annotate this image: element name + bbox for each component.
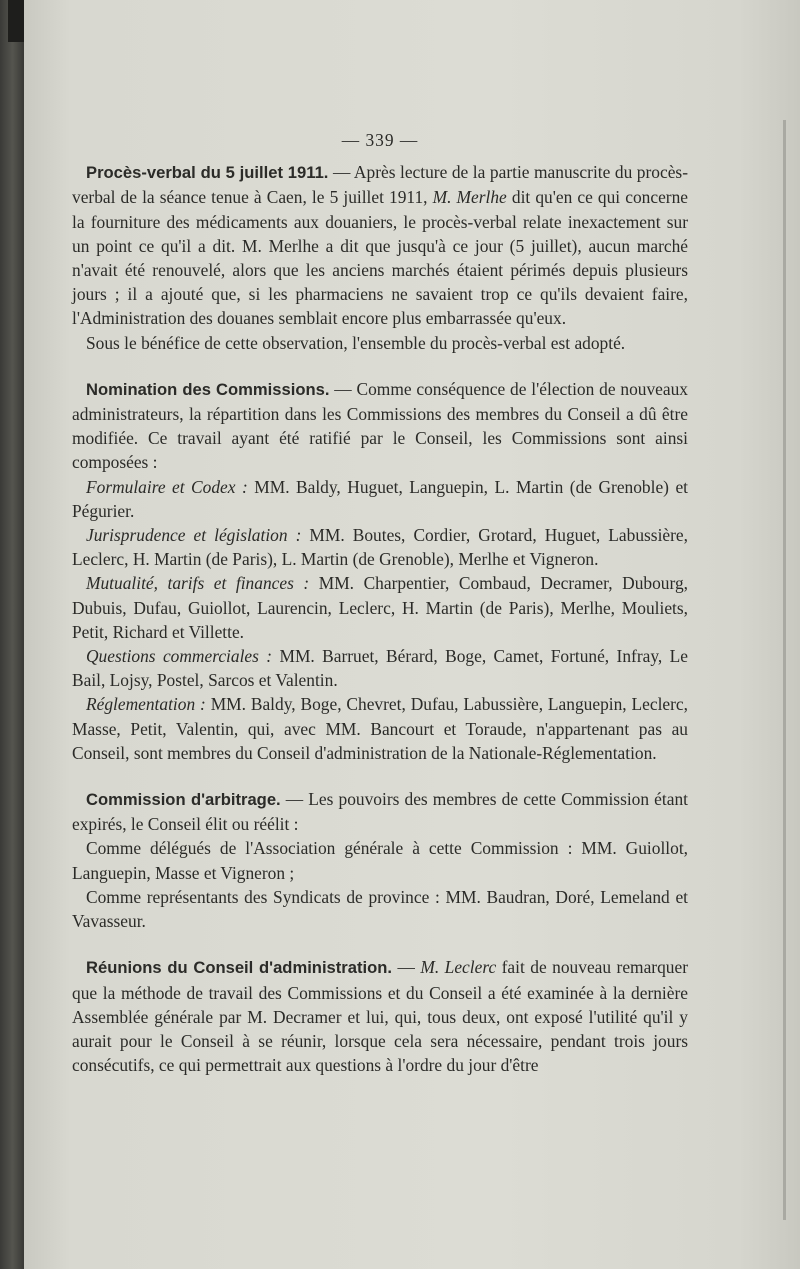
commission-item bbox=[72, 523, 688, 571]
paragraph-text: — bbox=[392, 957, 421, 978]
section-heading: Procès-verbal du 5 juillet 1911. bbox=[86, 163, 329, 183]
commission-members: MM. Baldy, Huguet, Languepin, L. Martin (de Grenoble) et Pégurier. bbox=[72, 476, 688, 521]
paragraph-text: — Les pouvoirs des membres de cette Commission étant expirés, le Conseil élit ou réélit : bbox=[72, 789, 688, 835]
paragraph-text: fait de nouveau remarquer que la méthode de travail des Commissions et du Conseil a été examinée à la dernière Assemblée générale par M. Decramer et lui, qui, tous deux, ont exposé l'utilité qu'il y aurait pour le Conseil à se réunir, lorsque cela sera nécessaire, pendant trois jours consécutifs, ce qui permettrait aux questions à l'ordre du jour d'être bbox=[72, 957, 688, 1076]
page-text bbox=[72, 128, 688, 1077]
section-gap bbox=[72, 765, 688, 787]
section-heading: Commission d'arbitrage. bbox=[86, 790, 281, 810]
paragraph-text: — Après lecture de la partie manuscrite du procès-verbal de la séance tenue à Caen, le 5 juillet 1911, bbox=[72, 162, 688, 208]
commission-members: MM. Baldy, Boge, Chevret, Dufau, Labussière, Languepin, Leclerc, Masse, Petit, Valentin, qui, avec MM. Bancourt et Toraude, n'appartenant pas au Conseil, sont membres du Conseil d'administration de la Nationale-Réglementation. bbox=[72, 694, 688, 763]
commission-item bbox=[72, 571, 688, 644]
commission-item bbox=[72, 692, 688, 765]
section-arbitrage bbox=[72, 787, 688, 836]
commission-label: Questions commerciales : bbox=[86, 646, 273, 667]
paragraph: Comme délégués de l'Association générale à cette Commission : MM. Guiollot, Languepin, Masse et Vigneron ; bbox=[72, 838, 688, 883]
commission-label: Réglementation : bbox=[86, 694, 206, 715]
section-heading: Réunions du Conseil d'administration. bbox=[86, 958, 393, 978]
commission-label: Jurisprudence et législation : bbox=[86, 525, 302, 546]
commission-members: MM. Barruet, Bérard, Boge, Camet, Fortuné, Infray, Le Bail, Lojsy, Postel, Sarcos et Valentin. bbox=[72, 646, 688, 691]
commission-label: Mutualité, tarifs et finances : bbox=[86, 573, 310, 594]
commission-item bbox=[72, 475, 688, 523]
paragraph-text: dit qu'en ce qui concerne la fourniture des médicaments aux douaniers, le procès-verbal relate inexactement sur un point ce qu'il a dit. M. Merlhe a dit que jusqu'à ce jour (5 juillet), aucun marché n'avait été renouvelé, alors que les anciens marchés étaient périmés depuis plusieurs jours ; il a ajouté que, si les pharmaciens ne savaient trop ce qu'ils devaient faire, l'Administration des douanes semblait encore plus embarrassée qu'eux. bbox=[72, 187, 688, 329]
commission-label: Formulaire et Codex : bbox=[86, 476, 248, 497]
section-gap bbox=[72, 933, 688, 955]
scanned-page bbox=[24, 0, 800, 1269]
section-proces-verbal bbox=[72, 160, 688, 330]
person-name: M. Merlhe bbox=[432, 187, 507, 208]
page-number: — 339 — bbox=[341, 130, 419, 150]
section-heading: Nomination des Commissions. bbox=[86, 379, 330, 399]
person-name: M. Leclerc bbox=[420, 957, 497, 978]
commission-members: MM. Charpentier, Combaud, Decramer, Dubourg, Dubuis, Dufau, Guiollot, Laurencin, Leclerc, H. Martin (de Paris), Merlhe, Mouliets, Petit, Richard et Villette. bbox=[72, 573, 688, 642]
section-reunions bbox=[72, 955, 688, 1077]
commission-members: MM. Boutes, Cordier, Grotard, Huguet, Labussière, Leclerc, H. Martin (de Paris), L. Martin (de Grenoble), Merlhe et Vigneron. bbox=[72, 525, 688, 570]
commission-item bbox=[72, 644, 688, 692]
paragraph: Comme représentants des Syndicats de province : MM. Baudran, Doré, Lemeland et Vavasseur. bbox=[72, 886, 688, 932]
paragraph: Sous le bénéfice de cette observation, l'ensemble du procès-verbal est adopté. bbox=[86, 332, 626, 353]
page-edge-shadow bbox=[783, 120, 786, 1220]
paragraph-text: — Comme conséquence de l'élection de nouveaux administrateurs, la répartition dans les Commissions des membres du Conseil a dû être modifiée. Ce travail ayant été ratifié par le Conseil, les Commissions sont ainsi composées : bbox=[72, 378, 688, 473]
section-nomination bbox=[72, 377, 688, 475]
section-gap bbox=[72, 355, 688, 377]
